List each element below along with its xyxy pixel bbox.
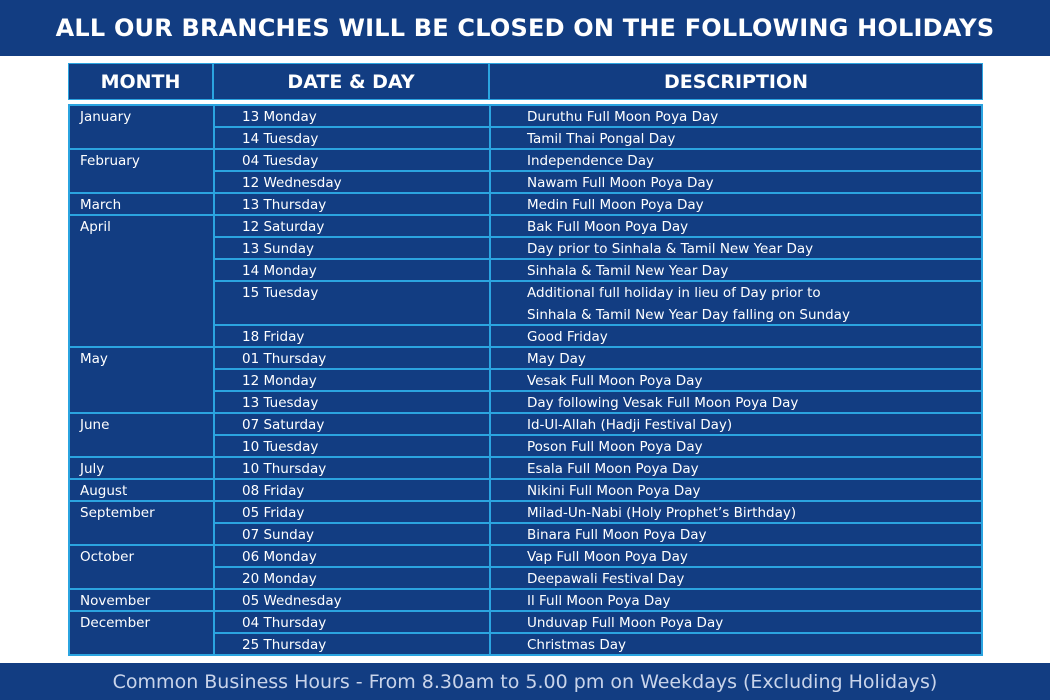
date-cell: 04 Tuesday <box>215 150 491 170</box>
date-cell: 05 Friday <box>215 502 491 522</box>
description-line: Id-Ul-Allah (Hadji Festival Day) <box>527 417 733 433</box>
month-rows <box>215 546 981 588</box>
description-line: Deepawali Festival Day <box>527 571 685 587</box>
description-line: Vesak Full Moon Poya Day <box>527 373 703 389</box>
description-cell <box>491 194 981 214</box>
date-cell: 13 Sunday <box>215 238 491 258</box>
description-line: May Day <box>527 351 586 367</box>
date-cell: 04 Thursday <box>215 612 491 632</box>
header-banner <box>0 0 1050 56</box>
table-row <box>215 436 981 456</box>
description-cell <box>491 238 981 258</box>
description-line: Binara Full Moon Poya Day <box>527 527 707 543</box>
month-rows <box>215 150 981 192</box>
date-cell: 01 Thursday <box>215 348 491 368</box>
description-line: Day following Vesak Full Moon Poya Day <box>527 395 799 411</box>
description-line: Sinhala & Tamil New Year Day falling on Sunday <box>527 307 850 323</box>
description-line: Additional full holiday in lieu of Day prior to <box>527 285 821 301</box>
column-header-description: DESCRIPTION <box>663 70 809 93</box>
description-cell <box>491 370 981 390</box>
description-cell <box>491 128 981 148</box>
description-cell <box>491 524 981 544</box>
date-cell: 13 Tuesday <box>215 392 491 412</box>
description-cell <box>491 172 981 192</box>
description-line: Bak Full Moon Poya Day <box>527 219 689 235</box>
date-cell: 12 Saturday <box>215 216 491 236</box>
description-line: Il Full Moon Poya Day <box>527 593 671 609</box>
month-rows <box>215 502 981 544</box>
month-rows <box>215 612 981 654</box>
date-cell: 12 Monday <box>215 370 491 390</box>
description-line: Good Friday <box>527 329 608 345</box>
table-row <box>215 590 981 610</box>
month-rows <box>215 216 981 346</box>
date-cell: 14 Monday <box>215 260 491 280</box>
table-row <box>215 414 981 436</box>
description-cell <box>491 282 981 324</box>
description-cell <box>491 326 981 346</box>
description-cell <box>491 590 981 610</box>
description-line: Unduvap Full Moon Poya Day <box>527 615 724 631</box>
description-cell <box>491 546 981 566</box>
date-cell: 18 Friday <box>215 326 491 346</box>
month-rows <box>215 414 981 456</box>
description-cell <box>491 348 981 368</box>
month-cell: August <box>70 480 215 500</box>
date-cell: 20 Monday <box>215 568 491 588</box>
description-line: Tamil Thai Pongal Day <box>527 131 676 147</box>
description-line: Nikini Full Moon Poya Day <box>527 483 701 499</box>
table-row <box>215 150 981 172</box>
holiday-table <box>68 63 983 656</box>
month-group <box>70 612 981 656</box>
table-row <box>215 634 981 654</box>
column-header-month: MONTH <box>69 64 214 99</box>
table-row <box>215 502 981 524</box>
month-group <box>70 414 981 458</box>
date-cell: 07 Saturday <box>215 414 491 434</box>
description-line: Vap Full Moon Poya Day <box>527 549 688 565</box>
description-cell <box>491 150 981 170</box>
table-row <box>215 612 981 634</box>
description-line: Milad-Un-Nabi (Holy Prophet’s Birthday) <box>527 505 797 521</box>
footer-banner <box>0 663 1050 700</box>
month-cell: October <box>70 546 215 588</box>
table-row <box>215 348 981 370</box>
description-cell <box>491 106 981 126</box>
table-row <box>215 524 981 544</box>
table-row <box>215 238 981 260</box>
table-row <box>215 326 981 346</box>
date-cell: 07 Sunday <box>215 524 491 544</box>
description-line: Poson Full Moon Poya Day <box>527 439 703 455</box>
table-row <box>215 216 981 238</box>
description-line: Sinhala & Tamil New Year Day <box>527 263 729 279</box>
month-rows <box>215 590 981 610</box>
description-cell <box>491 216 981 236</box>
date-cell: 12 Wednesday <box>215 172 491 192</box>
month-group <box>70 546 981 590</box>
date-cell: 14 Tuesday <box>215 128 491 148</box>
month-rows <box>215 458 981 478</box>
description-cell <box>491 414 981 434</box>
description-cell <box>491 458 981 478</box>
month-cell: March <box>70 194 215 214</box>
column-header-date: DATE & DAY <box>214 64 490 99</box>
month-group <box>70 502 981 546</box>
table-row <box>215 568 981 588</box>
description-cell <box>491 612 981 632</box>
month-cell: April <box>70 216 215 346</box>
month-cell: February <box>70 150 215 192</box>
month-group <box>70 216 981 348</box>
table-row <box>215 370 981 392</box>
month-cell: November <box>70 590 215 610</box>
month-rows <box>215 106 981 148</box>
table-row <box>215 282 981 326</box>
description-line: Duruthu Full Moon Poya Day <box>527 109 719 125</box>
table-row <box>215 128 981 148</box>
description-cell <box>491 634 981 654</box>
month-group <box>70 348 981 414</box>
business-hours-text: Common Business Hours - From 8.30am to 5.00 pm on Weekdays (Excluding Holidays) <box>112 670 938 693</box>
table-row <box>215 172 981 192</box>
table-body <box>68 104 983 656</box>
month-rows <box>215 348 981 412</box>
date-cell: 25 Thursday <box>215 634 491 654</box>
month-cell: May <box>70 348 215 412</box>
month-cell: September <box>70 502 215 544</box>
table-row <box>215 392 981 412</box>
description-cell <box>491 568 981 588</box>
month-cell: December <box>70 612 215 654</box>
month-group <box>70 150 981 194</box>
month-group <box>70 106 981 150</box>
month-group <box>70 480 981 502</box>
description-line: Day prior to Sinhala & Tamil New Year Day <box>527 241 814 257</box>
description-cell <box>491 436 981 456</box>
table-row <box>215 480 981 500</box>
description-line: Christmas Day <box>527 637 627 653</box>
table-row <box>215 546 981 568</box>
table-row <box>215 106 981 128</box>
table-row <box>215 458 981 478</box>
date-cell: 13 Thursday <box>215 194 491 214</box>
description-cell <box>491 392 981 412</box>
month-cell: January <box>70 106 215 148</box>
table-row <box>215 260 981 282</box>
page-title: ALL OUR BRANCHES WILL BE CLOSED ON THE FOLLOWING HOLIDAYS <box>55 14 995 42</box>
description-line: Medin Full Moon Poya Day <box>527 197 704 213</box>
date-cell: 10 Thursday <box>215 458 491 478</box>
description-cell <box>491 260 981 280</box>
month-group <box>70 194 981 216</box>
month-group <box>70 590 981 612</box>
date-cell: 13 Monday <box>215 106 491 126</box>
date-cell: 06 Monday <box>215 546 491 566</box>
date-cell: 05 Wednesday <box>215 590 491 610</box>
month-rows <box>215 194 981 214</box>
description-line: Nawam Full Moon Poya Day <box>527 175 714 191</box>
description-cell <box>491 502 981 522</box>
month-group <box>70 458 981 480</box>
date-cell: 10 Tuesday <box>215 436 491 456</box>
description-cell <box>491 480 981 500</box>
month-cell: June <box>70 414 215 456</box>
date-cell: 15 Tuesday <box>215 282 491 324</box>
description-line: Independence Day <box>527 153 654 169</box>
description-line: Esala Full Moon Poya Day <box>527 461 699 477</box>
month-cell: July <box>70 458 215 478</box>
date-cell: 08 Friday <box>215 480 491 500</box>
table-row <box>215 194 981 214</box>
table-header <box>68 63 983 100</box>
month-rows <box>215 480 981 500</box>
